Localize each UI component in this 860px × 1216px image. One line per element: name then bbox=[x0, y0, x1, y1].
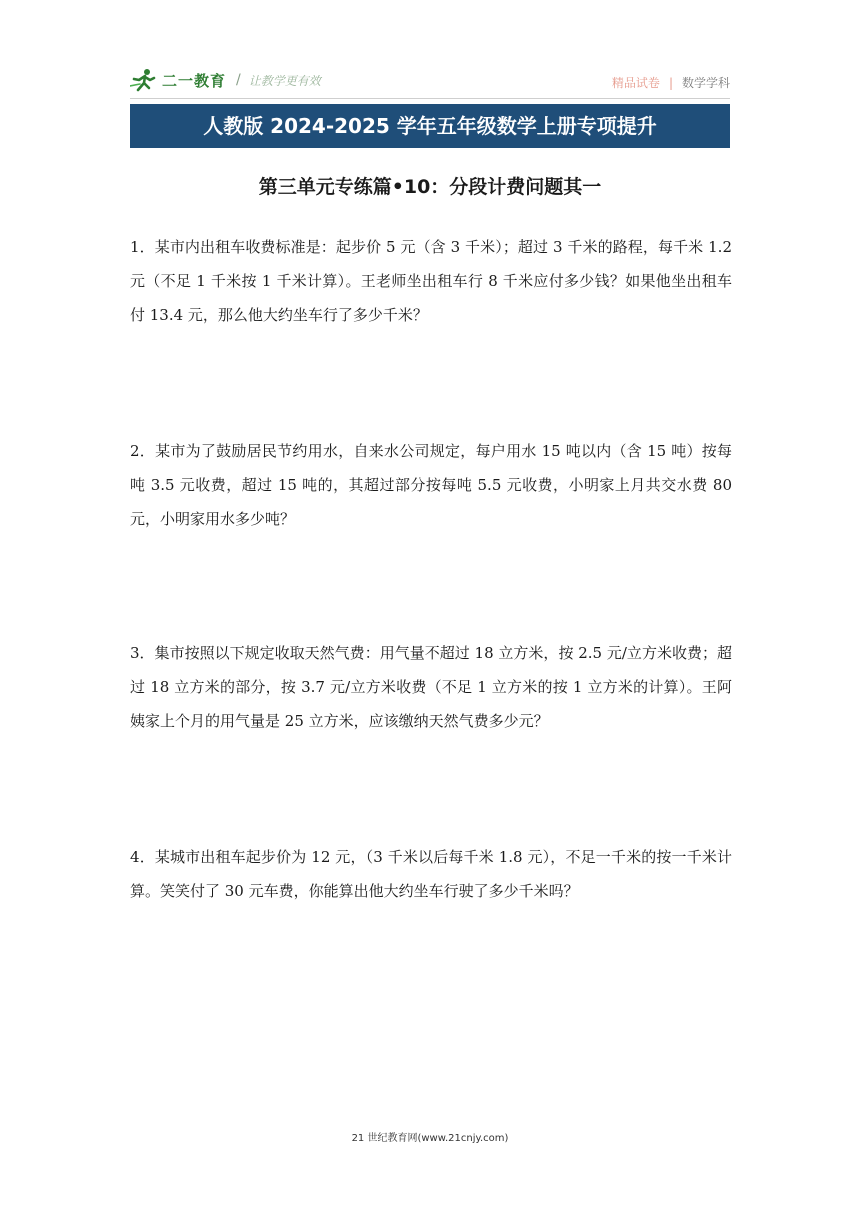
logo-separator: / bbox=[236, 72, 241, 88]
header-rule bbox=[130, 98, 730, 99]
question-2: 2．某市为了鼓励居民节约用水，自来水公司规定，每户用水 15 吨以内（含 15 吨）按每吨 3.5 元收费，超过 15 吨的，其超过部分按每吨 5.5 元收费，小明家上月共交水费 80 元，小明家用水多少吨？ bbox=[130, 442, 732, 528]
logo-name: 二一教育 bbox=[162, 71, 227, 90]
question-1: 1．某市内出租车收费标准是：起步价 5 元（含 3 千米）；超过 3 千米的路程，每千米 1.2 元（不足 1 千米按 1 千米计算）。王老师坐出租车行 8 千米应付多少钱？如果他坐出租车付 13.4 元，那么他大约坐车行了多少千米？ bbox=[130, 238, 732, 324]
question-4: 4．某城市出租车起步价为 12 元，（3 千米以后每千米 1.8 元），不足一千米的按一千米计算。笑笑付了 30 元车费，你能算出他大约坐车行驶了多少千米吗？ bbox=[130, 848, 732, 900]
title-banner: 人教版 2024-2025 学年五年级数学上册专项提升 bbox=[130, 104, 730, 148]
header-right bbox=[612, 74, 730, 91]
logo-slogan: 让教学更有效 bbox=[248, 73, 321, 88]
logo bbox=[130, 68, 321, 92]
page-header bbox=[130, 62, 730, 98]
page-footer: 21 世纪教育网(www.21cnjy.com) bbox=[351, 1133, 509, 1144]
premium-label: 精品试卷 bbox=[611, 76, 660, 90]
header-divider: | bbox=[668, 75, 673, 90]
runner-logo-icon bbox=[130, 68, 156, 92]
subject-label: 数学学科 bbox=[681, 76, 730, 90]
question-3: 3．集市按照以下规定收取天然气费：用气量不超过 18 立方米，按 2.5 元/立方米收费；超过 18 立方米的部分，按 3.7 元/立方米收费（不足 1 立方米的按 1 立方米的计算）。王阿姨家上个月的用气量是 25 立方米，应该缴纳天然气费多少元？ bbox=[130, 644, 732, 730]
section-title: 第三单元专练篇•10：分段计费问题其一 bbox=[258, 176, 602, 198]
